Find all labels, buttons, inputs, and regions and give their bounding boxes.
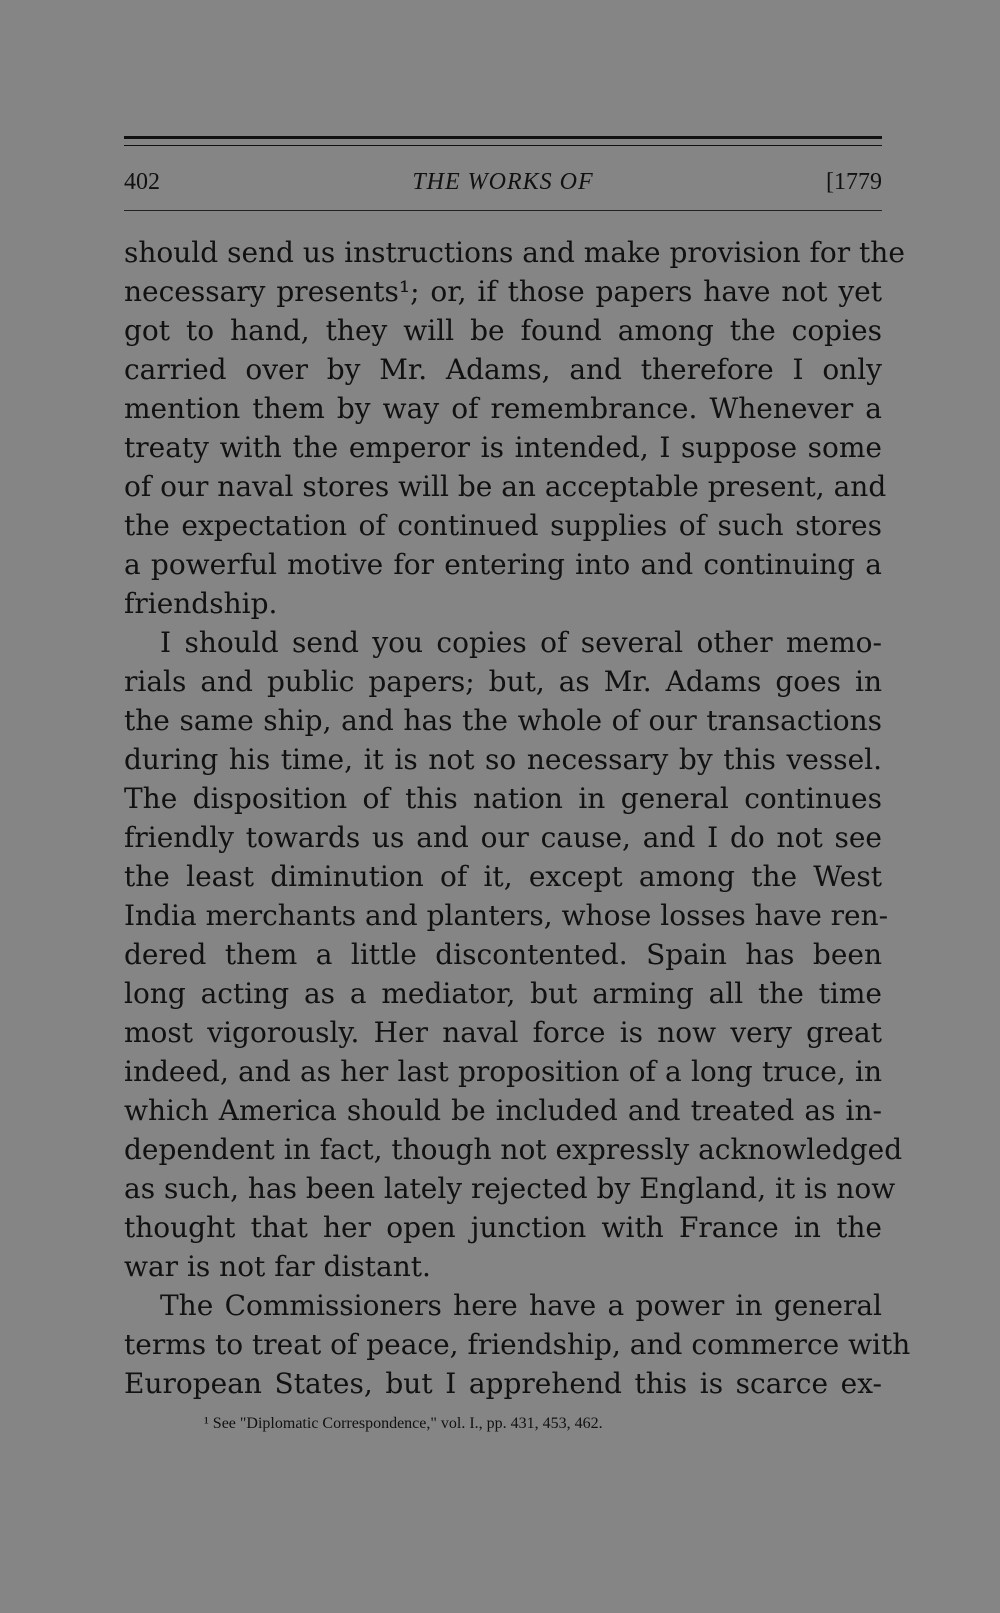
text-line: which America should be included and treated as in- bbox=[124, 1094, 882, 1127]
book-page bbox=[124, 136, 911, 1435]
text-line: during his time, it is not so necessary by this vessel. bbox=[124, 743, 882, 776]
page-number: 402 bbox=[124, 169, 160, 195]
text-line: dered them a little discontented. Spain has been bbox=[124, 938, 882, 971]
footnote: ¹ See "Diplomatic Correspondence," vol. I., pp. 431, 453, 462. bbox=[204, 1415, 603, 1432]
text-line: I should send you copies of several other memo- bbox=[160, 626, 882, 659]
text-line: rials and public papers; but, as Mr. Adams goes in bbox=[124, 665, 882, 698]
text-line: necessary presents¹; or, if those papers have not yet bbox=[124, 275, 882, 308]
running-title: THE WORKS OF bbox=[412, 169, 594, 195]
text-line: most vigorously. Her naval force is now very great bbox=[124, 1016, 882, 1049]
text-line: carried over by Mr. Adams, and therefore I only bbox=[124, 353, 882, 386]
text-line: dependent in fact, though not expressly acknowledged bbox=[124, 1133, 903, 1166]
text-line: friendship. bbox=[124, 587, 278, 620]
text-line: got to hand, they will be found among the copies bbox=[124, 314, 882, 347]
text-line: mention them by way of remembrance. Whenever a bbox=[124, 392, 882, 425]
text-line: the least diminution of it, except among the West bbox=[124, 860, 882, 893]
text-line: should send us instructions and make provision for the bbox=[124, 236, 905, 269]
running-header bbox=[124, 146, 882, 198]
text-line: war is not far distant. bbox=[124, 1250, 431, 1283]
text-line: friendly towards us and our cause, and I do not see bbox=[124, 821, 882, 854]
text-line: as such, has been lately rejected by England, it is now bbox=[124, 1172, 896, 1205]
text-line: India merchants and planters, whose losses have ren- bbox=[124, 899, 889, 932]
text-line: treaty with the emperor is intended, I suppose some bbox=[124, 431, 882, 464]
text-line: European States, but I apprehend this is scarce ex- bbox=[124, 1367, 882, 1400]
text-line: thought that her open junction with France in the bbox=[124, 1211, 882, 1244]
text-line: terms to treat of peace, friendship, and commerce with bbox=[124, 1328, 911, 1361]
year-marker: [1779 bbox=[826, 169, 882, 195]
text-line: The Commissioners here have a power in general bbox=[160, 1289, 882, 1322]
body-text bbox=[124, 233, 911, 1403]
text-line: The disposition of this nation in general continues bbox=[124, 782, 882, 815]
text-line: indeed, and as her last proposition of a long truce, in bbox=[124, 1055, 882, 1088]
text-line: of our naval stores will be an acceptable present, and bbox=[124, 470, 887, 503]
text-line: long acting as a mediator, but arming all the time bbox=[124, 977, 882, 1010]
header-rule-bottom bbox=[124, 210, 882, 211]
text-line: the expectation of continued supplies of such stores bbox=[124, 509, 882, 542]
text-line: the same ship, and has the whole of our transactions bbox=[124, 704, 882, 737]
text-line: a powerful motive for entering into and continuing a bbox=[124, 548, 882, 581]
header-rule-top bbox=[124, 136, 882, 139]
